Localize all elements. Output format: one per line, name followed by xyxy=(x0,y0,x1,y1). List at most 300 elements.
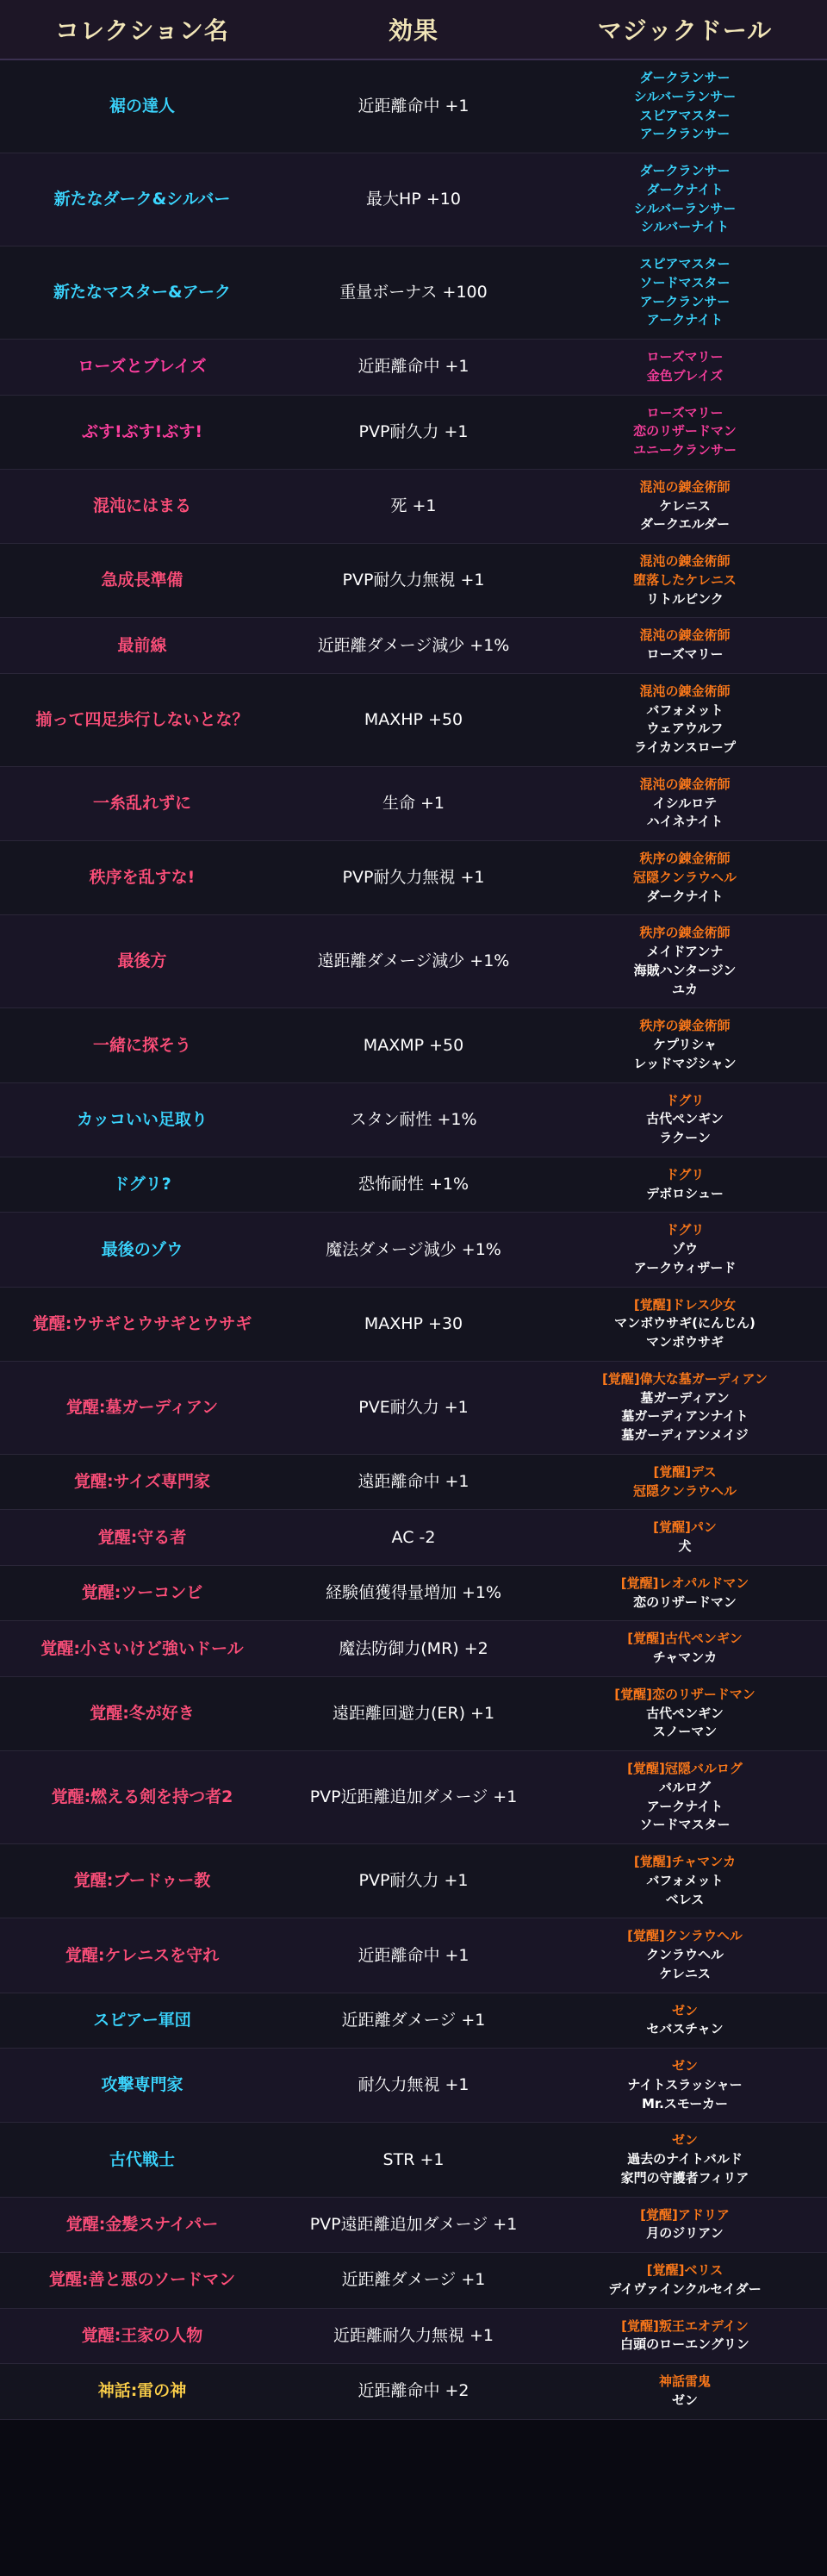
effect-text: 近距離命中 +1 xyxy=(358,97,469,116)
collection-name: 一緒に探そう xyxy=(92,1035,191,1055)
table-row[interactable] xyxy=(0,1676,827,1750)
collection-name: ローズとブレイズ xyxy=(78,357,207,377)
magic-doll-item: 混沌の錬金術師 xyxy=(639,553,731,569)
magic-doll-item: 古代ペンギン xyxy=(646,1111,724,1127)
effect-cell xyxy=(284,2049,543,2123)
collection-name: 覚醒:ブードゥー教 xyxy=(73,1871,211,1891)
effect-text: 近距離命中 +1 xyxy=(358,1945,469,1965)
effect-text: STR +1 xyxy=(382,2149,445,2169)
magic-doll-item: [覚醒]アドリア xyxy=(640,2206,730,2223)
table-row[interactable] xyxy=(0,544,827,618)
effect-text: 死 +1 xyxy=(390,496,437,516)
magic-doll-item: チャマンカ xyxy=(652,1650,718,1665)
magic-doll-list xyxy=(548,552,822,608)
table-row[interactable] xyxy=(0,1454,827,1510)
table-row[interactable] xyxy=(0,1621,827,1677)
collection-name-cell xyxy=(0,618,284,674)
magic-doll-cell xyxy=(543,1676,827,1750)
magic-doll-cell xyxy=(543,469,827,543)
header-row xyxy=(0,0,827,59)
magic-doll-item: マンボウサギ(にんじん) xyxy=(614,1315,755,1332)
magic-doll-item: デイヴァインクルセイダー xyxy=(608,2280,762,2297)
magic-doll-item: 秩序の錬金術師 xyxy=(639,851,731,866)
effect-cell xyxy=(284,544,543,618)
magic-doll-item: 冠隠クンラウヘル xyxy=(632,1482,737,1499)
collection-name: 覚醒:小さいけど強いドール xyxy=(40,1638,244,1658)
effect-cell xyxy=(284,1918,543,1993)
collection-name-cell xyxy=(0,1082,284,1157)
effect-cell xyxy=(284,246,543,340)
magic-doll-item: ユカ xyxy=(671,981,698,997)
magic-doll-cell xyxy=(543,673,827,766)
magic-doll-item: スピアマスター xyxy=(639,256,731,271)
table-header xyxy=(0,0,827,59)
collection-name-cell xyxy=(0,2364,284,2420)
magic-doll-item: [覚醒]古代ペンギン xyxy=(627,1631,743,1647)
magic-doll-item: ラクーン xyxy=(659,1130,711,1145)
effect-cell xyxy=(284,1751,543,1844)
effect-text: 近距離命中 +2 xyxy=(358,2381,469,2401)
magic-doll-item: [覚醒]ベリス xyxy=(646,2262,724,2278)
magic-doll-item: ウェアウルフ xyxy=(646,720,724,737)
magic-doll-item: 月のジリアン xyxy=(646,2225,724,2242)
effect-text: 重量ボーナス +100 xyxy=(339,283,488,303)
magic-doll-item: [覚醒]ドレス少女 xyxy=(633,1296,737,1313)
magic-doll-list xyxy=(548,1519,822,1556)
magic-doll-item: ゼン xyxy=(671,2002,698,2018)
collection-name: 混沌にはまる xyxy=(92,496,191,516)
magic-doll-item: イシルロテ xyxy=(652,795,718,811)
table-row[interactable] xyxy=(0,2049,827,2123)
magic-doll-list xyxy=(548,1760,822,1835)
table-row[interactable] xyxy=(0,1008,827,1082)
magic-doll-cell xyxy=(543,1287,827,1361)
magic-doll-item: バフォメット xyxy=(646,702,724,718)
effect-cell xyxy=(284,153,543,246)
magic-doll-item: 古代ペンギン xyxy=(646,1705,724,1721)
effect-cell xyxy=(284,2364,543,2420)
magic-doll-list xyxy=(548,404,822,460)
effect-cell xyxy=(284,915,543,1008)
effect-text: 耐久力無視 +1 xyxy=(358,2075,469,2095)
collection-name-cell xyxy=(0,1565,284,1621)
effect-text: 魔法ダメージ減少 +1% xyxy=(326,1239,501,1259)
table-row[interactable] xyxy=(0,2123,827,2197)
magic-doll-item: ゼン xyxy=(671,2058,698,2074)
collection-name-cell xyxy=(0,1621,284,1677)
collection-name-cell xyxy=(0,915,284,1008)
collection-name: 覚醒:ケレニスを守れ xyxy=(65,1945,220,1965)
magic-doll-item: 冠隠クンラウヘル xyxy=(632,869,737,885)
collection-name: 急成長準備 xyxy=(101,571,183,590)
magic-doll-item: ゾウ xyxy=(671,1241,698,1257)
collection-name: 新たなマスター&アーク xyxy=(53,283,231,303)
magic-doll-item: 家門の守護者フィリア xyxy=(620,2169,749,2186)
magic-doll-item: 過去のナイトバルド xyxy=(627,2151,743,2167)
magic-doll-list xyxy=(548,924,822,999)
magic-doll-item: [覚醒]チャマンカ xyxy=(633,1854,737,1869)
collection-name-cell xyxy=(0,1510,284,1566)
magic-doll-item: アークナイト xyxy=(646,312,724,328)
magic-doll-cell xyxy=(543,2308,827,2364)
collection-name: ドグリ? xyxy=(113,1175,171,1194)
magic-doll-list xyxy=(548,850,822,906)
effect-cell xyxy=(284,2123,543,2197)
table-body xyxy=(0,59,827,2419)
effect-cell xyxy=(284,2253,543,2309)
magic-doll-item: セバスチャン xyxy=(646,2021,724,2037)
table-row[interactable] xyxy=(0,1213,827,1287)
magic-doll-item: ゼン xyxy=(671,2392,698,2408)
collection-name-cell xyxy=(0,1676,284,1750)
magic-doll-cell xyxy=(543,1454,827,1510)
collection-name: 最前線 xyxy=(117,635,167,655)
table-row[interactable] xyxy=(0,618,827,674)
collection-name: 攻撃専門家 xyxy=(101,2075,183,2095)
collection-name: 覚醒:守る者 xyxy=(97,1527,187,1547)
table-row[interactable] xyxy=(0,395,827,469)
effect-text: 経験値獲得量増加 +1% xyxy=(325,1583,502,1603)
magic-doll-item: ダークエルダー xyxy=(639,516,731,533)
magic-doll-cell xyxy=(543,1082,827,1157)
collection-name-cell xyxy=(0,2197,284,2253)
collection-name: スピアー軍団 xyxy=(93,2010,191,2030)
header-magic-doll: マジックドール xyxy=(543,0,827,59)
collection-name: 覚醒:ウサギとウサギとウサギ xyxy=(32,1313,252,1333)
effect-text: PVP耐久力無視 +1 xyxy=(342,571,485,590)
magic-doll-item: 秩序の錬金術師 xyxy=(639,925,731,941)
effect-text: PVP耐久力 +1 xyxy=(358,1871,469,1891)
collection-name: 覚醒:燃える剣を持つ者2 xyxy=(51,1787,233,1807)
magic-doll-list xyxy=(548,1370,822,1445)
magic-doll-item: ベレス xyxy=(665,1891,705,1907)
magic-doll-item: 混沌の錬金術師 xyxy=(639,627,731,644)
table-row[interactable] xyxy=(0,1565,827,1621)
magic-doll-cell xyxy=(543,1751,827,1844)
collection-name: 古代戦士 xyxy=(109,2149,175,2169)
magic-doll-item: リトルピンク xyxy=(646,590,724,607)
magic-doll-list xyxy=(548,2057,822,2113)
magic-doll-item: ドグリ xyxy=(665,1166,705,1182)
collection-name: 最後のゾウ xyxy=(101,1239,183,1259)
magic-doll-item: 白頭のローエングリン xyxy=(620,2336,749,2353)
magic-doll-list xyxy=(548,1463,822,1501)
collection-name-cell xyxy=(0,544,284,618)
magic-doll-item: シルバーランサー xyxy=(633,200,737,216)
magic-doll-list xyxy=(548,1017,822,1073)
effect-text: PVE耐久力 +1 xyxy=(358,1397,469,1417)
magic-doll-cell xyxy=(543,1621,827,1677)
magic-doll-item: 神話雷鬼 xyxy=(658,2373,711,2389)
magic-doll-item: [覚醒]クンラウヘル xyxy=(627,1928,743,1944)
magic-doll-list xyxy=(548,1927,822,1983)
magic-doll-item: アークウィザード xyxy=(633,1259,737,1276)
effect-cell xyxy=(284,1844,543,1918)
table-row[interactable] xyxy=(0,153,827,246)
table-row[interactable] xyxy=(0,841,827,915)
table-row[interactable] xyxy=(0,2253,827,2309)
table-row[interactable] xyxy=(0,766,827,840)
magic-doll-list xyxy=(548,162,822,237)
magic-doll-cell xyxy=(543,1844,827,1918)
effect-cell xyxy=(284,1082,543,1157)
magic-doll-list xyxy=(548,2002,822,2040)
magic-doll-cell xyxy=(543,1993,827,2049)
effect-text: スタン耐性 +1% xyxy=(350,1109,477,1129)
magic-doll-item: [覚醒]パン xyxy=(653,1519,717,1536)
table-row[interactable] xyxy=(0,915,827,1008)
magic-doll-item: メイドアンナ xyxy=(646,944,724,959)
magic-doll-item: スノーマン xyxy=(652,1724,718,1740)
magic-doll-cell xyxy=(543,2123,827,2197)
effect-text: 遠距離ダメージ減少 +1% xyxy=(317,951,510,971)
table-row[interactable] xyxy=(0,1361,827,1454)
magic-doll-cell xyxy=(543,544,827,618)
magic-doll-cell xyxy=(543,1361,827,1454)
magic-doll-cell xyxy=(543,153,827,246)
magic-doll-item: ケレニス xyxy=(659,497,711,514)
magic-doll-list xyxy=(548,255,822,330)
table-row[interactable] xyxy=(0,1287,827,1361)
table-row[interactable] xyxy=(0,1751,827,1844)
magic-doll-item: 金色ブレイズ xyxy=(646,367,724,384)
magic-doll-item: ダークランサー xyxy=(639,163,731,178)
collection-name: 揃って四足歩行しないとな？ xyxy=(35,709,249,729)
magic-doll-item: ハイネナイト xyxy=(646,814,724,830)
effect-cell xyxy=(284,1157,543,1213)
table-row[interactable] xyxy=(0,2308,827,2364)
table-row[interactable] xyxy=(0,2364,827,2420)
magic-doll-list xyxy=(548,348,822,386)
magic-doll-cell xyxy=(543,1213,827,1287)
effect-text: 近距離ダメージ +1 xyxy=(341,2270,486,2290)
magic-doll-cell xyxy=(543,1510,827,1566)
magic-doll-list xyxy=(548,69,822,144)
magic-doll-item: 堕落したケレニス xyxy=(633,571,737,588)
magic-doll-item: [覚醒]叛王エオデイン xyxy=(621,2317,749,2334)
magic-doll-item: Mr.スモーカー xyxy=(642,2095,728,2111)
effect-text: 遠距離回避力(ER) +1 xyxy=(332,1704,495,1724)
magic-doll-item: アークナイト xyxy=(646,1798,724,1814)
magic-doll-list xyxy=(548,1221,822,1277)
collection-name-cell xyxy=(0,673,284,766)
magic-doll-cell xyxy=(543,395,827,469)
magic-doll-cell xyxy=(543,2049,827,2123)
collection-name-cell xyxy=(0,59,284,153)
collection-name: 覚醒:王家の人物 xyxy=(81,2325,203,2345)
effect-text: 生命 +1 xyxy=(382,794,445,814)
magic-doll-list xyxy=(548,478,822,534)
collection-name-cell xyxy=(0,2308,284,2364)
magic-doll-item: 恋のリザードマン xyxy=(633,423,737,440)
magic-doll-item: 墓ガーディアンメイジ xyxy=(621,1427,749,1443)
magic-doll-list xyxy=(548,776,822,832)
effect-cell xyxy=(284,1993,543,2049)
magic-doll-cell xyxy=(543,618,827,674)
effect-text: AC -2 xyxy=(391,1527,436,1547)
effect-cell xyxy=(284,1213,543,1287)
effect-text: 恐怖耐性 +1% xyxy=(358,1175,469,1194)
collection-name: 覚醒:ツーコンビ xyxy=(81,1583,203,1603)
magic-doll-item: バフォメット xyxy=(646,1872,724,1888)
magic-doll-cell xyxy=(543,2364,827,2420)
collection-name: カッコいい足取り xyxy=(77,1109,208,1129)
effect-cell xyxy=(284,1510,543,1566)
effect-cell xyxy=(284,673,543,766)
magic-doll-item: 墓ガーディアン xyxy=(640,1389,730,1406)
collection-name-cell xyxy=(0,1361,284,1454)
collection-name-cell xyxy=(0,1157,284,1213)
effect-cell xyxy=(284,766,543,840)
table-row[interactable] xyxy=(0,1918,827,1993)
collection-name: 秩序を乱すな! xyxy=(89,868,196,888)
effect-text: 魔法防御力(MR) +2 xyxy=(339,1638,488,1658)
effect-text: 最大HP +10 xyxy=(366,190,461,209)
magic-doll-list xyxy=(548,1166,822,1204)
collection-name-cell xyxy=(0,766,284,840)
collection-name-cell xyxy=(0,1918,284,1993)
magic-doll-cell xyxy=(543,766,827,840)
table-row[interactable] xyxy=(0,1844,827,1918)
magic-doll-cell xyxy=(543,246,827,340)
magic-doll-item: 混沌の錬金術師 xyxy=(639,776,731,792)
magic-doll-cell xyxy=(543,1918,827,1993)
effect-cell xyxy=(284,469,543,543)
magic-doll-item: [覚醒]恋のリザードマン xyxy=(614,1686,755,1702)
magic-doll-item: マンボウサギ xyxy=(645,1334,724,1350)
magic-doll-cell xyxy=(543,2197,827,2253)
magic-doll-list xyxy=(548,1296,822,1352)
effect-text: MAXMP +50 xyxy=(363,1035,464,1055)
effect-cell xyxy=(284,59,543,153)
table-row[interactable] xyxy=(0,673,827,766)
collection-name: 覚醒:墓ガーディアン xyxy=(65,1397,219,1417)
magic-doll-list xyxy=(548,2206,822,2244)
magic-doll-item: シルバーナイト xyxy=(640,219,730,235)
magic-doll-item: ダークナイト xyxy=(646,888,724,904)
effect-cell xyxy=(284,1454,543,1510)
effect-cell xyxy=(284,2197,543,2253)
collection-name-cell xyxy=(0,1844,284,1918)
effect-cell xyxy=(284,1361,543,1454)
magic-doll-list xyxy=(548,2131,822,2187)
magic-doll-item: ソードマスター xyxy=(639,1817,731,1833)
table-row[interactable] xyxy=(0,340,827,396)
magic-doll-item: ダークナイト xyxy=(646,181,724,197)
magic-doll-cell xyxy=(543,841,827,915)
magic-doll-item: ケレニス xyxy=(659,1965,711,1981)
effect-text: MAXHP +30 xyxy=(364,1313,463,1333)
collection-name: 神話:雷の神 xyxy=(97,2381,187,2401)
table-row[interactable] xyxy=(0,1510,827,1566)
collection-name: 最後方 xyxy=(117,951,167,971)
table-row[interactable] xyxy=(0,1993,827,2049)
magic-doll-list xyxy=(548,1686,822,1742)
collection-name-cell xyxy=(0,2253,284,2309)
magic-doll-item: スピアマスター xyxy=(639,107,731,123)
collection-name: 一糸乱れずに xyxy=(92,794,191,814)
effect-cell xyxy=(284,395,543,469)
magic-doll-cell xyxy=(543,915,827,1008)
magic-doll-item: ダークランサー xyxy=(639,70,731,85)
effect-cell xyxy=(284,1565,543,1621)
collection-name: 覚醒:冬が好き xyxy=(90,1704,195,1724)
collection-name-cell xyxy=(0,1751,284,1844)
magic-doll-list xyxy=(548,1575,822,1612)
collection-name-cell xyxy=(0,1287,284,1361)
magic-doll-item: アークランサー xyxy=(639,126,731,142)
magic-doll-item: デボロシュー xyxy=(646,1185,724,1201)
collection-name-cell xyxy=(0,246,284,340)
collection-name-cell xyxy=(0,395,284,469)
collection-name: 覚醒:善と悪のソードマン xyxy=(48,2270,236,2290)
header-effect: 効果 xyxy=(284,0,543,59)
effect-cell xyxy=(284,1621,543,1677)
collection-name: 覚醒:サイズ専門家 xyxy=(73,1472,211,1492)
magic-doll-item: [覚醒]デス xyxy=(653,1463,717,1480)
collection-name-cell xyxy=(0,469,284,543)
effect-text: PVP遠距離追加ダメージ +1 xyxy=(309,2214,518,2234)
magic-doll-item: ドグリ xyxy=(665,1222,705,1238)
magic-doll-item: [覚醒]レオパルドマン xyxy=(620,1575,749,1591)
effect-text: MAXHP +50 xyxy=(364,709,463,729)
magic-doll-item: ドグリ xyxy=(665,1092,705,1108)
effect-cell xyxy=(284,618,543,674)
effect-text: 遠距離命中 +1 xyxy=(358,1472,469,1492)
magic-doll-item: 墓ガーディアンナイト xyxy=(621,1408,749,1425)
collection-name-cell xyxy=(0,340,284,396)
magic-doll-item: 恋のリザードマン xyxy=(633,1594,737,1610)
collection-name: 裾の達人 xyxy=(109,97,175,116)
collection-name-cell xyxy=(0,1008,284,1082)
magic-doll-cell xyxy=(543,59,827,153)
magic-doll-list xyxy=(548,1853,822,1909)
collection-name-cell xyxy=(0,2123,284,2197)
effect-cell xyxy=(284,2308,543,2364)
magic-doll-cell xyxy=(543,2253,827,2309)
collection-name-cell xyxy=(0,153,284,246)
collection-name: 覚醒:金髪スナイパー xyxy=(65,2214,219,2234)
magic-doll-item: ローズマリー xyxy=(646,404,724,421)
magic-doll-list xyxy=(548,1092,822,1148)
magic-doll-cell xyxy=(543,1565,827,1621)
magic-doll-item: アークランサー xyxy=(639,293,731,309)
effect-cell xyxy=(284,1676,543,1750)
table-row[interactable] xyxy=(0,2197,827,2253)
effect-text: 近距離命中 +1 xyxy=(358,357,469,377)
magic-doll-list xyxy=(548,2373,822,2411)
effect-cell xyxy=(284,1287,543,1361)
magic-doll-item: ローズマリー xyxy=(646,349,724,365)
magic-doll-item: ナイトスラッシャー xyxy=(627,2076,743,2093)
magic-doll-cell xyxy=(543,340,827,396)
table-row[interactable] xyxy=(0,59,827,153)
magic-doll-cell xyxy=(543,1157,827,1213)
table-row[interactable] xyxy=(0,1157,827,1213)
table-row[interactable] xyxy=(0,246,827,340)
collection-name-cell xyxy=(0,1213,284,1287)
magic-doll-item: ケプリシャ xyxy=(652,1037,718,1052)
collection-name-cell xyxy=(0,2049,284,2123)
magic-doll-item: レッドマジシャン xyxy=(633,1055,737,1071)
table-row[interactable] xyxy=(0,469,827,543)
magic-doll-item: クンラウヘル xyxy=(645,1947,724,1962)
effect-cell xyxy=(284,841,543,915)
effect-text: 近距離耐久力無視 +1 xyxy=(333,2325,494,2345)
table-row[interactable] xyxy=(0,1082,827,1157)
collection-name-cell xyxy=(0,1993,284,2049)
magic-doll-item: ローズマリー xyxy=(646,646,724,662)
